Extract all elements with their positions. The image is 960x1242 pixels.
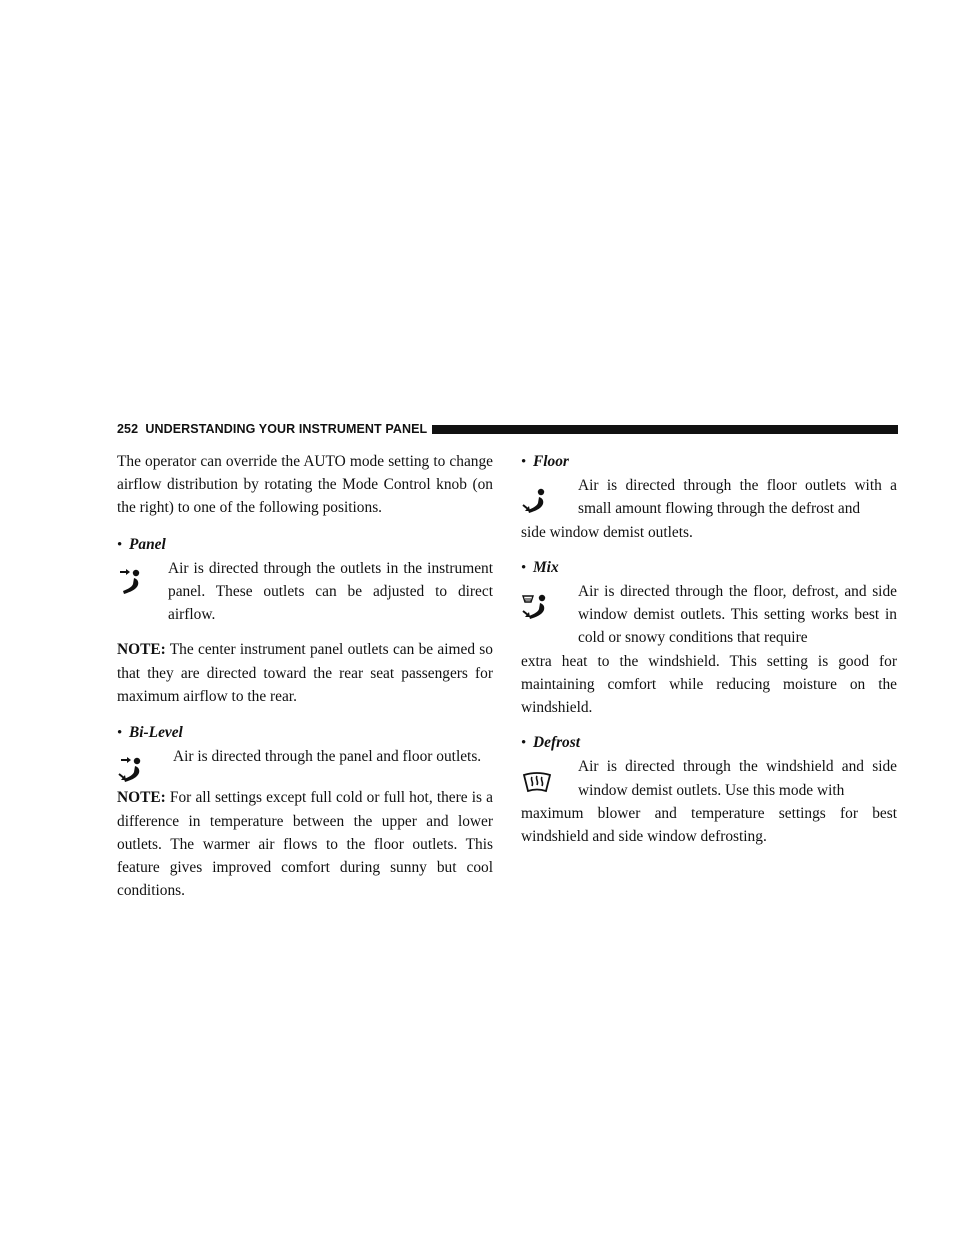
note-2-label: NOTE: — [117, 789, 166, 807]
bullet: • — [521, 454, 527, 470]
panel-heading — [117, 533, 493, 557]
mix-description-rest: extra heat to the windshield. This setting is good for maintaining comfort while reducing moisture on the windshield. — [521, 652, 897, 717]
page-number: 252 — [117, 422, 139, 436]
panel-item — [117, 557, 493, 627]
defrost-title: Defrost — [533, 734, 581, 752]
header-rule — [432, 425, 898, 434]
floor-item — [521, 474, 897, 544]
section-title: UNDERSTANDING YOUR INSTRUMENT PANEL — [145, 422, 428, 436]
bilevel-description: Air is directed through the panel and floor outlets. — [173, 748, 482, 766]
bullet: • — [521, 559, 527, 576]
defrost-description-rest: maximum blower and temperature settings for best windshield and side window defrosting. — [521, 804, 897, 846]
panel-description: Air is directed through the outlets in the instrument panel. These outlets can be adjusted to direct airflow. — [168, 559, 493, 624]
left-column — [117, 450, 493, 902]
floor-description-rest: side window demist outlets. — [521, 523, 693, 541]
right-column — [521, 450, 897, 860]
defrost-description-first: Air is directed through the windshield and side window demist outlets. Use this mode with — [578, 758, 897, 799]
note-1-label: NOTE: — [117, 641, 166, 659]
running-header — [117, 421, 898, 437]
floor-heading — [521, 450, 897, 474]
bilevel-item — [117, 745, 493, 768]
bullet: • — [117, 725, 123, 742]
note-2-text: For all settings except full cold or full hot, there is a difference in temperature between the upper and lower outlets. The warmer air flows to the floor outlets. This feature gives improved comfort during sunny but cool conditions. — [117, 789, 493, 900]
bilevel-heading — [117, 721, 493, 745]
defrost-mode-icon — [521, 769, 553, 801]
floor-mode-icon — [521, 486, 553, 518]
note-1-text: The center instrument panel outlets can be aimed so that they are directed toward the rear seat passengers for maximum airflow to the rear. — [117, 641, 493, 705]
bullet: • — [521, 735, 527, 752]
bilevel-mode-icon — [117, 755, 149, 787]
floor-description-first: Air is directed through the floor outlets with a small amount flowing through the defrost and — [578, 477, 897, 518]
note-2 — [117, 786, 493, 902]
panel-mode-icon — [117, 567, 149, 599]
note-1 — [117, 638, 493, 708]
mix-heading — [521, 556, 897, 580]
intro-paragraph: The operator can override the AUTO mode setting to change airflow distribution by rotating the Mode Control knob (on the right) to one of the following positions. — [117, 453, 493, 517]
defrost-item — [521, 755, 897, 848]
mix-description-first: Air is directed through the floor, defrost, and side window demist outlets. This setting works best in cold or snowy conditions that require — [578, 583, 897, 647]
mix-title: Mix — [533, 558, 559, 576]
panel-title: Panel — [129, 535, 166, 553]
bullet: • — [117, 536, 123, 553]
mix-mode-icon — [521, 592, 553, 624]
floor-title: Floor — [533, 453, 569, 470]
bilevel-title: Bi-Level — [129, 724, 183, 742]
defrost-heading — [521, 731, 897, 755]
mix-item — [521, 580, 897, 719]
